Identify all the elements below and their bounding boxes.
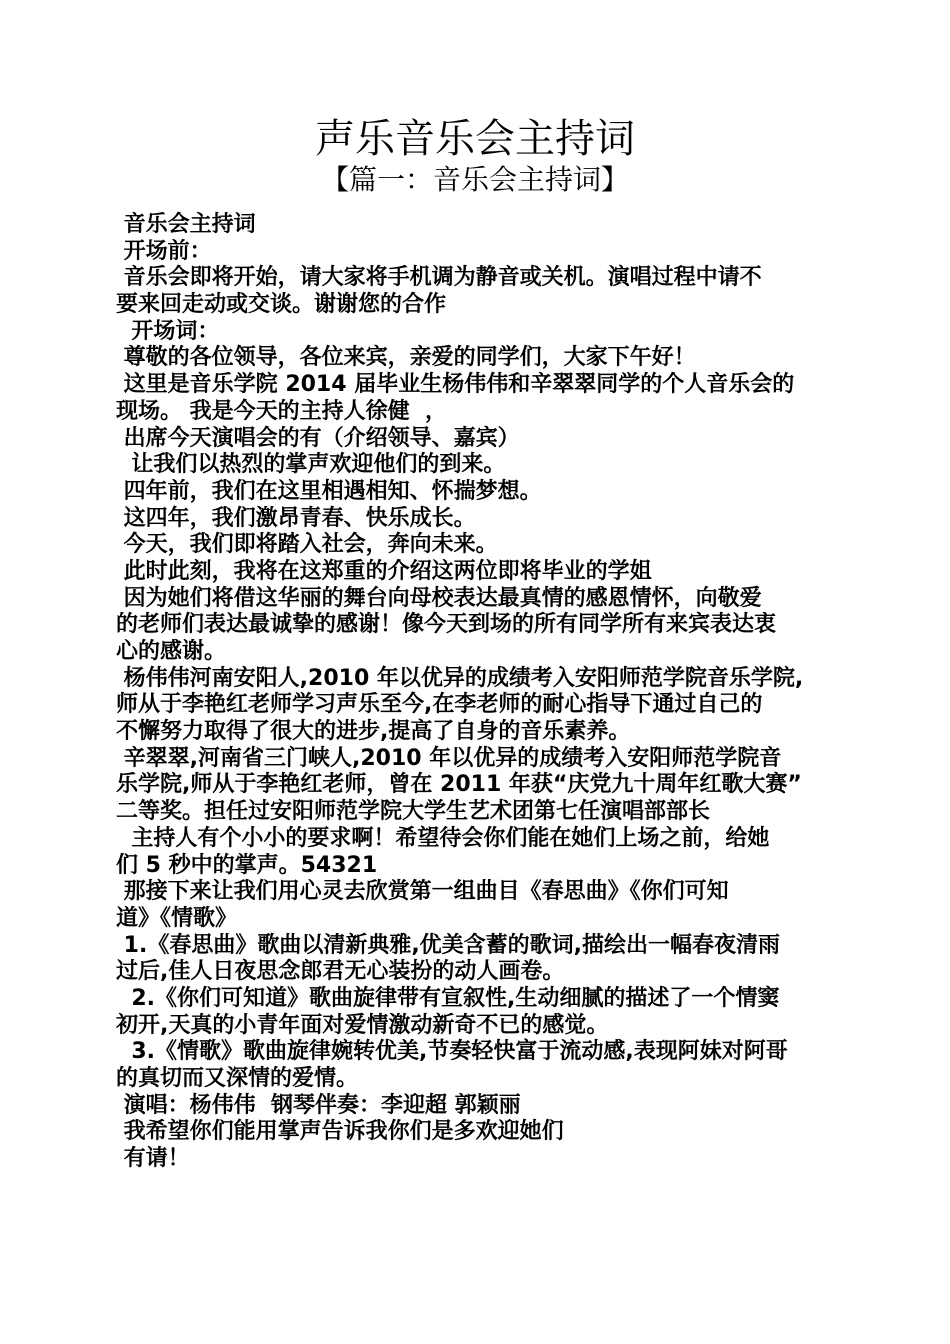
body-line: 四年前，我们在这里相遇相知、怀揣梦想。: [116, 478, 542, 504]
body-line: 杨伟伟河南安阳人,2010 年以优异的成绩考入安阳师范学院音乐学院,: [116, 665, 804, 691]
document-subtitle: 【篇一：音乐会主持词】: [320, 163, 629, 196]
body-line: 开场前：: [116, 238, 212, 264]
body-line: 不懈努力取得了很大的进步,提高了自身的音乐素养。: [116, 719, 631, 745]
body-line: 现场。 我是今天的主持人徐健 ，: [116, 398, 447, 424]
body-line: 那接下来让我们用心灵去欣赏第一组曲目《春思曲》《你们可知: [116, 879, 729, 905]
body-line: 音乐会即将开始，请大家将手机调为静音或关机。演唱过程中请不: [116, 265, 762, 291]
body-line: 主持人有个小小的要求啊！希望待会你们能在她们上场之前，给她: [116, 825, 770, 851]
body-line: 3.《情歌》歌曲旋律婉转优美,节奏轻快富于流动感,表现阿妹对阿哥: [116, 1039, 788, 1065]
body-line: 乐学院,师从于李艳红老师，曾在 2011 年获“庆党九十周年红歌大赛”: [116, 772, 802, 798]
body-line: 师从于李艳红老师学习声乐至今,在李老师的耐心指导下通过自己的: [116, 692, 763, 718]
body-line: 心的感谢。: [116, 639, 227, 664]
document-title: 声乐音乐会主持词: [315, 116, 635, 162]
body-line: 二等奖。担任过安阳师范学院大学生艺术团第七任演唱部部长: [116, 799, 711, 825]
body-line: 要来回走动或交谈。谢谢您的合作: [116, 292, 447, 318]
body-line: 尊敬的各位领导，各位来宾，亲爱的同学们，大家下午好！: [116, 345, 696, 371]
body-line: 因为她们将借这华丽的舞台向母校表达最真情的感恩情怀，向敬爱: [116, 585, 762, 611]
body-line: 开场词：: [116, 318, 220, 344]
body-line: 此时此刻，我将在这郑重的介绍这两位即将毕业的学姐: [116, 558, 652, 584]
body-line: 出席今天演唱会的有（介绍领导、嘉宾）: [116, 425, 520, 451]
body-line: 今天，我们即将踏入社会，奔向未来。: [116, 532, 498, 558]
body-line: 有请！: [116, 1146, 190, 1172]
body-line: 1.《春思曲》歌曲以清新典雅,优美含蓄的歌词,描绘出一幅春夜清雨: [116, 932, 781, 958]
body-line: 演唱：杨伟伟 钢琴伴奏：李迎超 郭颖丽: [116, 1092, 521, 1118]
body-line: 初开,天真的小青年面对爱情激动新奇不已的感觉。: [116, 1012, 609, 1038]
body-line: 我希望你们能用掌声告诉我你们是多欢迎她们: [116, 1119, 564, 1145]
body-line: 道》《情歌》: [116, 905, 238, 931]
body-line: 让我们以热烈的掌声欢迎他们的到来。: [116, 452, 506, 478]
body-line: 这里是音乐学院 2014 届毕业生杨伟伟和辛翠翠同学的个人音乐会的: [116, 372, 795, 398]
body-line: 辛翠翠,河南省三门峡人,2010 年以优异的成绩考入安阳师范学院音: [116, 745, 782, 771]
body-line: 们 5 秒中的掌声。54321: [116, 852, 378, 878]
document-body: [116, 212, 846, 1173]
body-line: 过后,佳人日夜思念郎君无心装扮的动人画卷。: [116, 959, 565, 985]
body-line: 的真切而又深情的爱情。: [116, 1066, 359, 1091]
body-line: 的老师们表达最诚挚的感谢！像今天到场的所有同学所有来宾表达衷: [116, 612, 777, 638]
body-line: 音乐会主持词: [116, 212, 256, 237]
body-line: 这四年，我们激昂青春、快乐成长。: [116, 505, 476, 531]
body-line: 2.《你们可知道》歌曲旋律带有宣叙性,生动细腻的描述了一个情窦: [116, 985, 780, 1011]
